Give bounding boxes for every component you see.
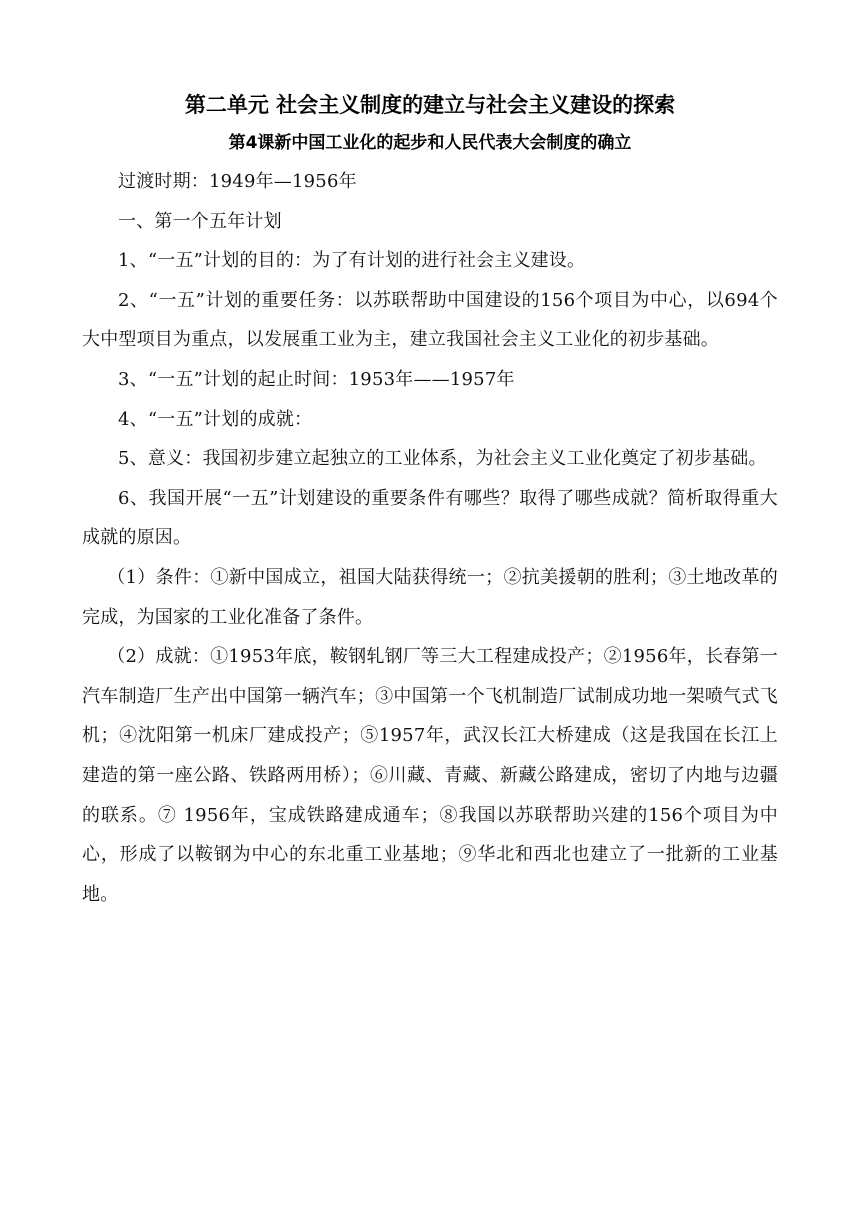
section-heading-five-year-plan: 一、第一个五年计划 (118, 210, 282, 232)
answer-conditions: （1）条件：①新中国成立，祖国大陆获得统一；②抗美援朝的胜利；③土地改革的完成，为国家的工业化准备了条件。 (82, 566, 778, 628)
lesson-title: 第4课新中国工业化的起步和人民代表大会制度的确立 (228, 133, 632, 153)
plan-achievements-item: 4、“一五”计划的成就： (118, 408, 313, 430)
unit-title: 第二单元 社会主义制度的建立与社会主义建设的探索 (184, 93, 676, 117)
transition-period-line: 过渡时期：1949年—1956年 (118, 171, 357, 192)
plan-significance-item: 5、意义：我国初步建立起独立的工业体系，为社会主义工业化奠定了初步基础。 (118, 448, 767, 470)
answer-achievements: （2）成就：①1953年底，鞍钢轧钢厂等三大工程建成投产；②1956年，长春第一汽车制造厂生产出中国第一辆汽车；③中国第一个飞机制造厂试制成功地一架喷气式飞机；④沈阳第一机床厂建成投产；⑤1957年，武汉长江大桥建成（这是我国在长江上建造的第一座公路、铁路两用桥）；⑥川藏、青藏、新藏公路建成，密切了内地与边疆的联系。⑦ 1956年，宝成铁路建成通车；⑧我国以苏联帮助兴建的156个项目为中心，形成了以鞍钢为中心的东北重工业基地；⑨华北和西北也建立了一批新的工业基地。 (82, 646, 778, 905)
document-body (82, 86, 778, 914)
plan-task-item: 2、“一五”计划的重要任务：以苏联帮助中国建设的156个项目为中心，以694个大中型项目为重点，以发展重工业为主，建立我国社会主义工业化的初步基础。 (82, 289, 778, 351)
plan-period-item: 3、“一五”计划的起止时间：1953年——1957年 (118, 368, 515, 390)
question-item: 6、我国开展“一五”计划建设的重要条件有哪些？取得了哪些成就？简析取得重大成就的原因。 (82, 487, 778, 549)
plan-purpose-item: 1、“一五”计划的目的：为了有计划的进行社会主义建设。 (118, 250, 586, 272)
